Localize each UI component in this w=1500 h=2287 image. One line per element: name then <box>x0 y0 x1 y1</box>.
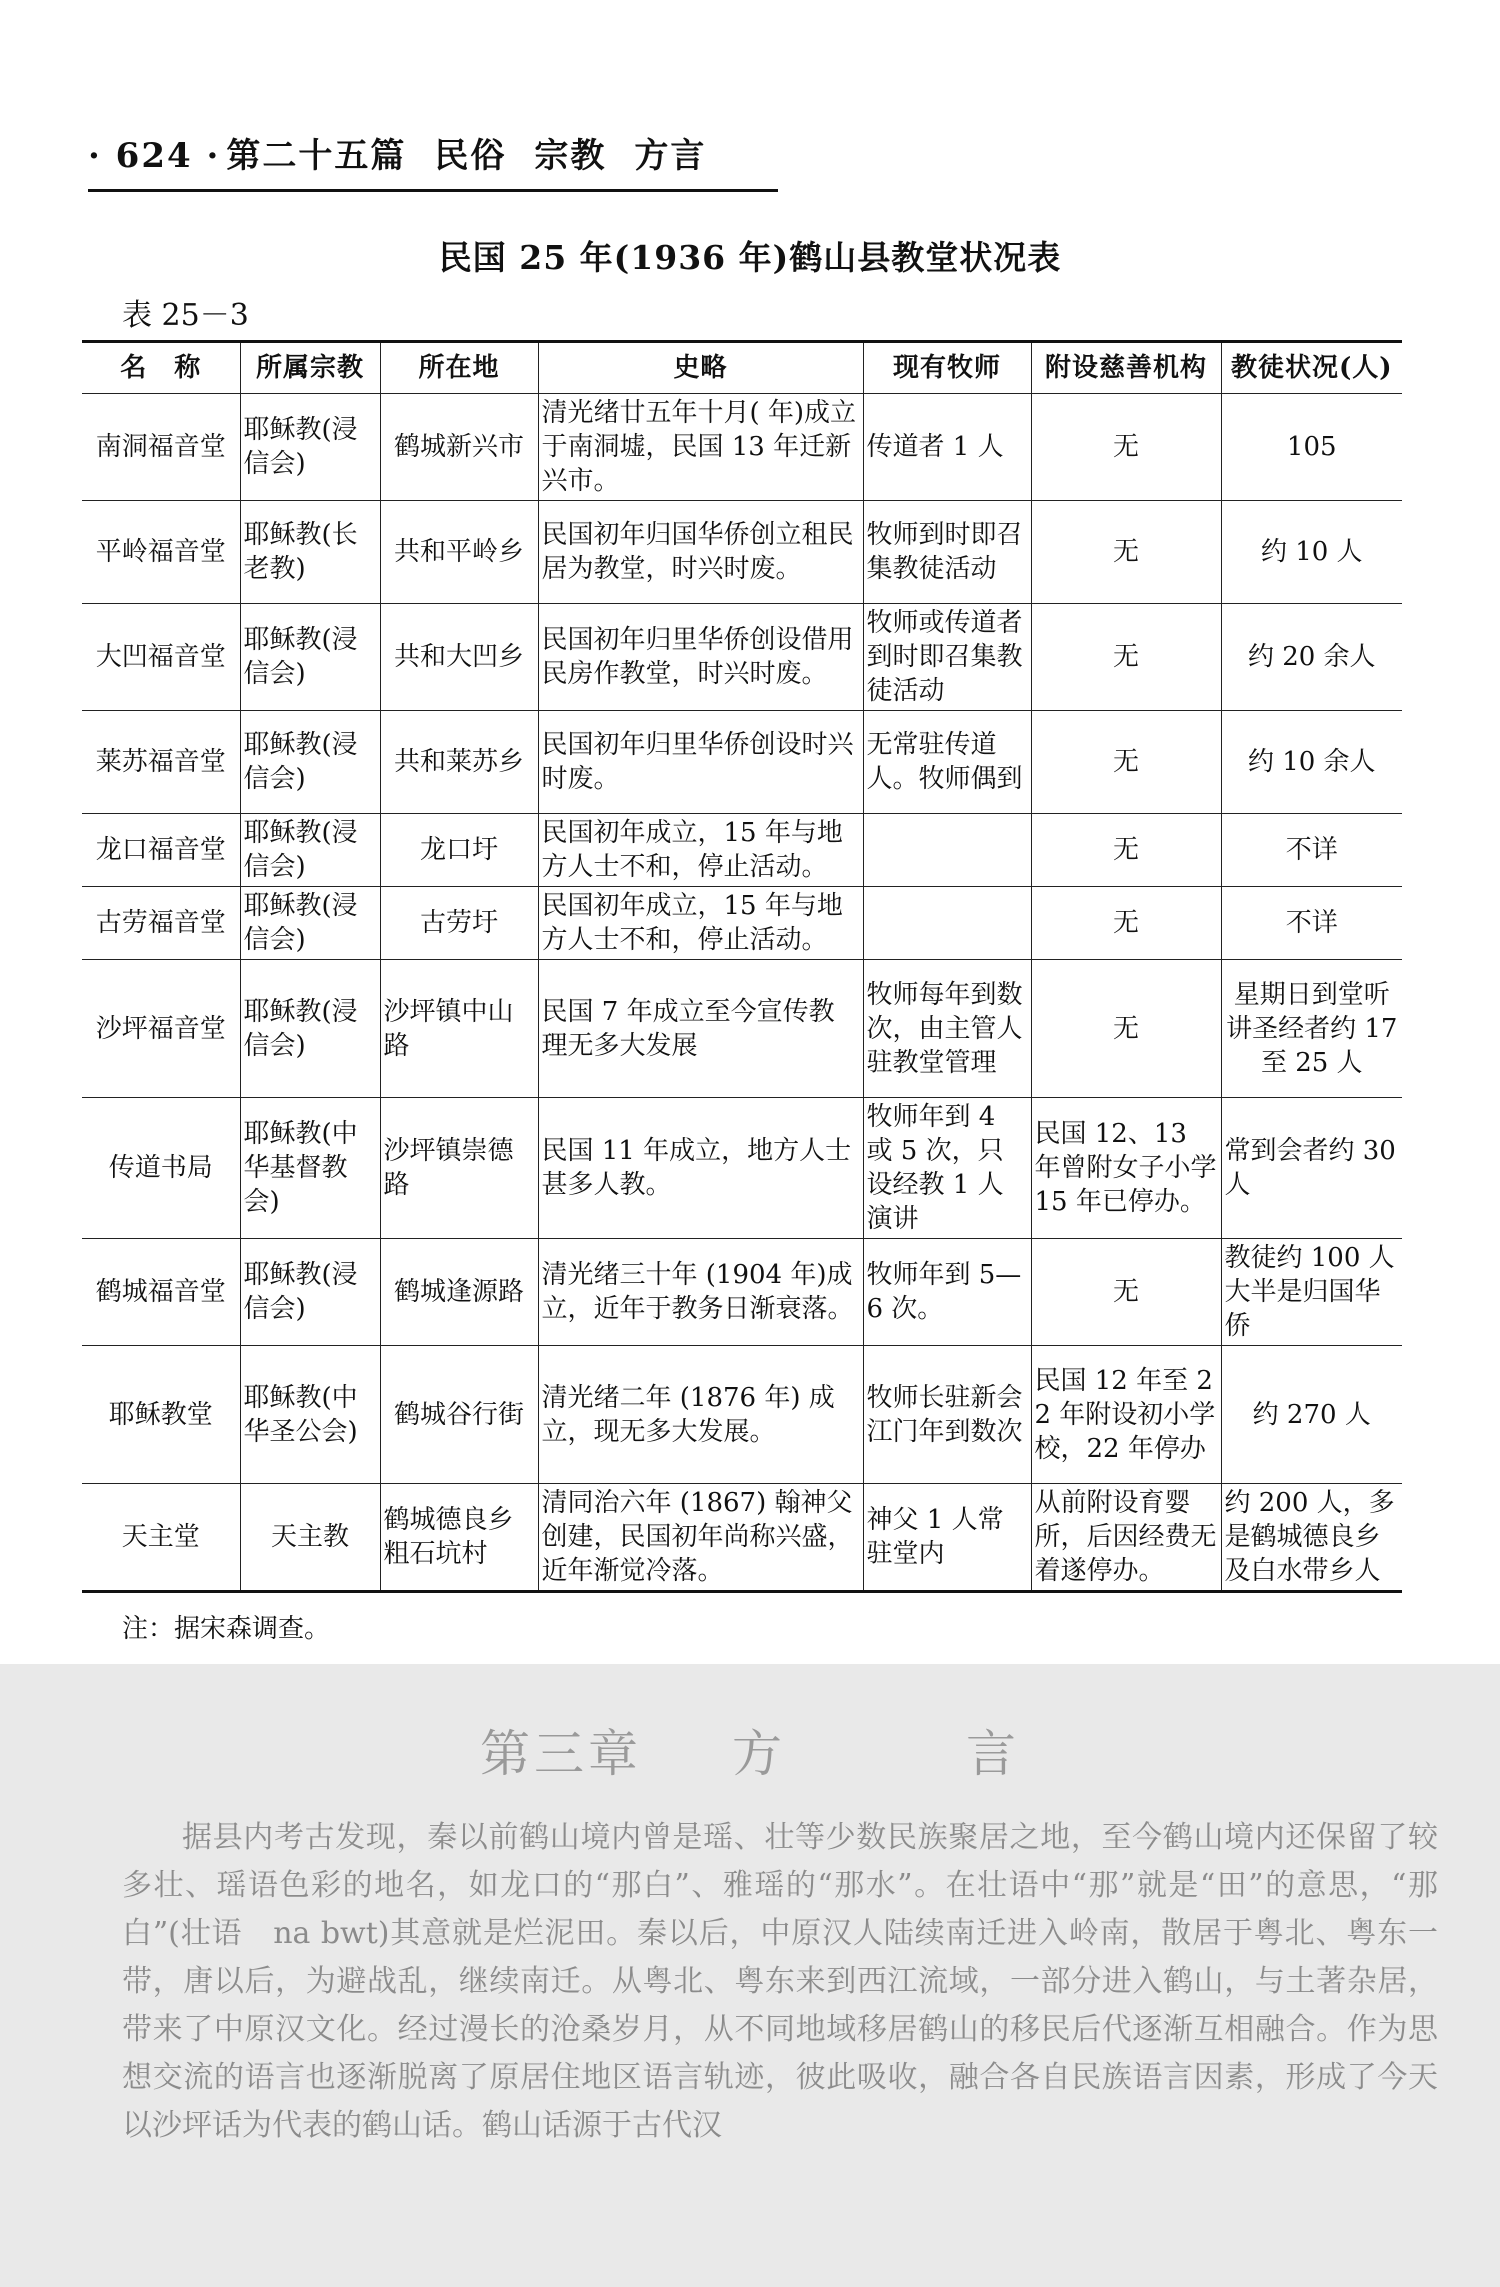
table-row <box>82 711 1402 814</box>
church-status-table <box>82 340 1402 1593</box>
cell-pastor: 牧师年到 4 或 5 次，只设经教 1 人演讲 <box>863 1098 1031 1239</box>
topic-dialect: 方言 <box>634 136 707 176</box>
chapter-title <box>0 1714 1500 1786</box>
col-header-pastor: 现有牧师 <box>863 342 1031 394</box>
table-row <box>82 394 1402 501</box>
cell-pastor: 牧师年到 5—6 次。 <box>863 1239 1031 1346</box>
cell-pastor: 牧师每年到数次，由主管人驻教堂管理 <box>863 960 1031 1098</box>
chapter-section <box>0 1664 1500 2287</box>
cell-history: 民国初年归里华侨创设借用民房作教堂，时兴时废。 <box>538 604 863 711</box>
cell-pastor: 牧师长驻新会江门年到数次 <box>863 1346 1031 1484</box>
cell-religion: 天主教 <box>240 1484 380 1592</box>
table-row <box>82 960 1402 1098</box>
cell-religion: 耶稣教(浸信会) <box>240 1239 380 1346</box>
section-title: 第二十五篇 <box>226 136 407 176</box>
chapter-title-char-1: 方 <box>732 1725 786 1783</box>
cell-members: 约 10 余人 <box>1221 711 1402 814</box>
cell-charity: 无 <box>1031 501 1221 604</box>
cell-name: 传道书局 <box>82 1098 240 1239</box>
cell-location: 沙坪镇崇德路 <box>380 1098 538 1239</box>
cell-history: 民国初年成立，15 年与地方人士不和，停止活动。 <box>538 814 863 887</box>
cell-location: 古劳圩 <box>380 887 538 960</box>
topic-religion: 宗教 <box>534 136 607 176</box>
cell-pastor: 牧师到时即召集教徒活动 <box>863 501 1031 604</box>
page-number: · 624 · <box>88 136 221 176</box>
cell-members: 星期日到堂听讲圣经者约 17 至 25 人 <box>1221 960 1402 1098</box>
cell-location: 共和莱苏乡 <box>380 711 538 814</box>
cell-members: 不详 <box>1221 814 1402 887</box>
cell-religion: 耶稣教(浸信会) <box>240 394 380 501</box>
table-row <box>82 604 1402 711</box>
cell-pastor: 无常驻传道人。牧师偶到 <box>863 711 1031 814</box>
cell-name: 鹤城福音堂 <box>82 1239 240 1346</box>
cell-members: 常到会者约 30 人 <box>1221 1098 1402 1239</box>
cell-charity: 无 <box>1031 394 1221 501</box>
cell-charity: 民国 12 年至 22 年附设初小学校，22 年停办 <box>1031 1346 1221 1484</box>
cell-charity: 无 <box>1031 814 1221 887</box>
cell-name: 耶稣教堂 <box>82 1346 240 1484</box>
cell-history: 清光绪廿五年十月( 年)成立于南洞墟，民国 13 年迁新兴市。 <box>538 394 863 501</box>
cell-history: 清同治六年 (1867) 翰神父创建，民国初年尚称兴盛，近年渐觉冷落。 <box>538 1484 863 1592</box>
page-header <box>88 128 778 192</box>
topic-folk: 民俗 <box>434 136 507 176</box>
cell-members: 约 10 人 <box>1221 501 1402 604</box>
cell-members: 约 200 人，多是鹤城德良乡及白水带乡人 <box>1221 1484 1402 1592</box>
cell-religion: 耶稣教(浸信会) <box>240 887 380 960</box>
table-row <box>82 1484 1402 1592</box>
table-row <box>82 814 1402 887</box>
col-header-history: 史略 <box>538 342 863 394</box>
cell-members: 约 270 人 <box>1221 1346 1402 1484</box>
table-row <box>82 887 1402 960</box>
cell-religion: 耶稣教(中华基督教会) <box>240 1098 380 1239</box>
table-row <box>82 1346 1402 1484</box>
col-header-location: 所在地 <box>380 342 538 394</box>
cell-pastor <box>863 887 1031 960</box>
table-row <box>82 1239 1402 1346</box>
cell-location: 沙坪镇中山路 <box>380 960 538 1098</box>
cell-location: 共和大凹乡 <box>380 604 538 711</box>
col-header-name: 名 称 <box>82 342 240 394</box>
cell-religion: 耶稣教(中华圣公会) <box>240 1346 380 1484</box>
cell-location: 鹤城新兴市 <box>380 394 538 501</box>
cell-charity: 民国 12、13 年曾附女子小学 15 年已停办。 <box>1031 1098 1221 1239</box>
cell-religion: 耶稣教(浸信会) <box>240 814 380 887</box>
cell-members: 105 <box>1221 394 1402 501</box>
cell-name: 莱苏福音堂 <box>82 711 240 814</box>
col-header-members: 教徒状况(人) <box>1221 342 1402 394</box>
cell-history: 民国初年成立，15 年与地方人士不和，停止活动。 <box>538 887 863 960</box>
table-title: 民国 25 年(1936 年)鹤山县教堂状况表 <box>438 238 1062 277</box>
cell-charity: 无 <box>1031 887 1221 960</box>
cell-charity: 无 <box>1031 1239 1221 1346</box>
cell-name: 大凹福音堂 <box>82 604 240 711</box>
cell-name: 古劳福音堂 <box>82 887 240 960</box>
table-number: 表 25－3 <box>122 298 249 333</box>
cell-history: 清光绪三十年 (1904 年)成立，近年于教务日渐衰落。 <box>538 1239 863 1346</box>
cell-members: 不详 <box>1221 887 1402 960</box>
cell-pastor: 神父 1 人常驻堂内 <box>863 1484 1031 1592</box>
cell-history: 民国 11 年成立，地方人士甚多人教。 <box>538 1098 863 1239</box>
cell-location: 共和平岭乡 <box>380 501 538 604</box>
cell-location: 鹤城谷行街 <box>380 1346 538 1484</box>
cell-charity: 无 <box>1031 960 1221 1098</box>
cell-name: 平岭福音堂 <box>82 501 240 604</box>
cell-members: 教徒约 100 人大半是归国华侨 <box>1221 1239 1402 1346</box>
cell-religion: 耶稣教(浸信会) <box>240 711 380 814</box>
cell-charity: 无 <box>1031 604 1221 711</box>
chapter-number: 第三章 <box>480 1725 642 1783</box>
table-row <box>82 501 1402 604</box>
cell-history: 民国 7 年成立至今宣传教理无多大发展 <box>538 960 863 1098</box>
cell-name: 天主堂 <box>82 1484 240 1592</box>
cell-pastor: 牧师或传道者到时即召集教徒活动 <box>863 604 1031 711</box>
table-note: 注：据宋森调查。 <box>122 1614 331 1644</box>
cell-name: 南洞福音堂 <box>82 394 240 501</box>
cell-members: 约 20 余人 <box>1221 604 1402 711</box>
col-header-religion: 所属宗教 <box>240 342 380 394</box>
cell-pastor <box>863 814 1031 887</box>
col-header-charity: 附设慈善机构 <box>1031 342 1221 394</box>
cell-location: 鹤城德良乡粗石坑村 <box>380 1484 538 1592</box>
chapter-paragraph: 据县内考古发现，秦以前鹤山境内曾是瑶、壮等少数民族聚居之地，至今鹤山境内还保留了较多壮、瑶语色彩的地名，如龙口的“那白”、雅瑶的“那水”。在壮语中“那”就是“田”的意思，“那白”(壮语 na bwt)其意就是烂泥田。秦以后，中原汉人陆续南迁进入岭南，散居于粤北、粤东一带，唐以后，为避战乱，继续南迁。从粤北、粤东来到西江流域，一部分进入鹤山，与土著杂居，带来了中原汉文化。经过漫长的沧桑岁月，从不同地域移居鹤山的移民后代逐渐互相融合。作为思想交流的语言也逐渐脱离了原居住地区语言轨迹，彼此吸收，融合各自民族语言因素，形成了今天以沙坪话为代表的鹤山话。鹤山话源于古代汉 <box>122 1820 1438 2143</box>
cell-history: 民国初年归国华侨创立租民居为教堂，时兴时废。 <box>538 501 863 604</box>
cell-religion: 耶稣教(长老教) <box>240 501 380 604</box>
cell-charity: 无 <box>1031 711 1221 814</box>
cell-history: 清光绪二年 (1876 年) 成立，现无多大发展。 <box>538 1346 863 1484</box>
cell-location: 鹤城逢源路 <box>380 1239 538 1346</box>
cell-name: 沙坪福音堂 <box>82 960 240 1098</box>
cell-religion: 耶稣教(浸信会) <box>240 604 380 711</box>
table-row <box>82 1098 1402 1239</box>
cell-location: 龙口圩 <box>380 814 538 887</box>
cell-charity: 从前附设育婴所，后因经费无着遂停办。 <box>1031 1484 1221 1592</box>
cell-history: 民国初年归里华侨创设时兴时废。 <box>538 711 863 814</box>
cell-religion: 耶稣教(浸信会) <box>240 960 380 1098</box>
cell-name: 龙口福音堂 <box>82 814 240 887</box>
cell-pastor: 传道者 1 人 <box>863 394 1031 501</box>
table-header-row <box>82 342 1402 394</box>
chapter-title-char-2: 言 <box>966 1725 1020 1783</box>
